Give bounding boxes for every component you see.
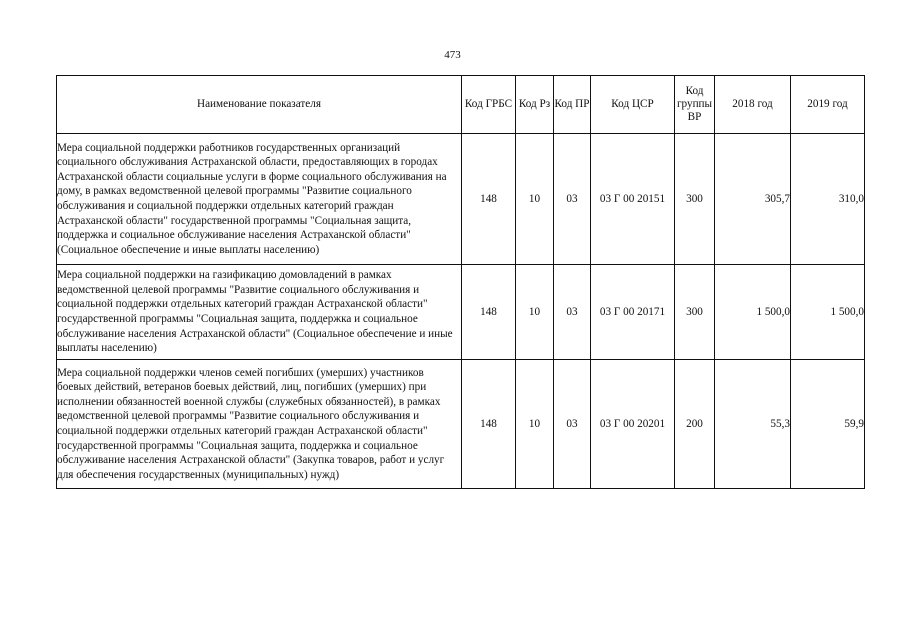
row-2018: 305,7: [715, 134, 791, 265]
row-csr: 03 Г 00 20201: [591, 360, 675, 489]
row-name: Мера социальной поддержки на газификацию домовладений в рамках ведомственной целевой программы "Развитие социального обслуживания и социальной поддержки отдельных категорий граждан Астраханской области" государственной программы "Социальная защита, поддержка и социальное обслуживание населения Астраханской области" (Социальное обеспечение и иные выплаты населению): [57, 265, 462, 360]
budget-table: [56, 75, 865, 489]
row-pr: 03: [554, 134, 591, 265]
row-grbs: 148: [462, 360, 516, 489]
header-name: Наименование показателя: [57, 76, 462, 134]
row-rz: 10: [516, 360, 554, 489]
row-2019: 310,0: [791, 134, 865, 265]
row-2019: 59,9: [791, 360, 865, 489]
table-row: [57, 360, 865, 489]
row-grbs: 148: [462, 265, 516, 360]
row-csr: 03 Г 00 20171: [591, 265, 675, 360]
row-name: Мера социальной поддержки членов семей погибших (умерших) участников боевых действий, ветеранов боевых действий, лиц, погибших (умерших) при исполнении обязанностей военной службы (служебных обязанностей), в рамках ведомственной целевой программы "Развитие социального обслуживания и социальной поддержки отдельных категорий граждан Астраханской области" государственной программы "Социальная защита, поддержка и социальное обслуживание населения Астраханской области" (Закупка товаров, работ и услуг для обеспечения государственных (муниципальных) нужд): [57, 360, 462, 489]
row-vr: 300: [675, 134, 715, 265]
row-name: Мера социальной поддержки работников государственных организаций социального обслуживания Астраханской области, предоставляющих в городах Астраханской области социальные услуги в форме социального обслуживания на дому, в рамках ведомственной целевой программы "Развитие социального обслуживания и социальной поддержки отдельных категорий граждан Астраханской области" государственной программы "Социальная защита, поддержка и социальное обслуживание населения Астраханской области" (Социальное обеспечение и иные выплаты населению): [57, 134, 462, 265]
row-csr: 03 Г 00 20151: [591, 134, 675, 265]
row-2018: 55,3: [715, 360, 791, 489]
header-csr: Код ЦСР: [591, 76, 675, 134]
table-header-row: [57, 76, 865, 134]
header-grbs: Код ГРБС: [462, 76, 516, 134]
header-2018: 2018 год: [715, 76, 791, 134]
row-vr: 200: [675, 360, 715, 489]
page-number: 473: [444, 49, 461, 61]
row-rz: 10: [516, 134, 554, 265]
table-row: [57, 134, 865, 265]
row-2019: 1 500,0: [791, 265, 865, 360]
table-row: [57, 265, 865, 360]
row-pr: 03: [554, 360, 591, 489]
header-pr: Код ПР: [554, 76, 591, 134]
header-vr: Код группы ВР: [675, 76, 715, 134]
row-rz: 10: [516, 265, 554, 360]
row-2018: 1 500,0: [715, 265, 791, 360]
header-rz: Код Рз: [516, 76, 554, 134]
header-2019: 2019 год: [791, 76, 865, 134]
row-vr: 300: [675, 265, 715, 360]
row-pr: 03: [554, 265, 591, 360]
row-grbs: 148: [462, 134, 516, 265]
